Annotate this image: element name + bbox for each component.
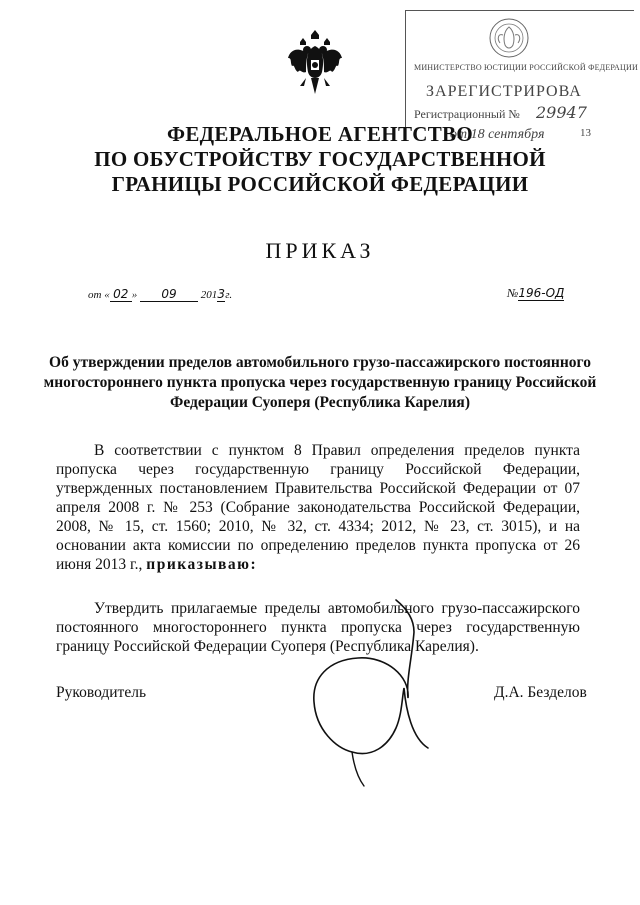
date-day: 02	[110, 287, 132, 302]
stamp-ministry: МИНИСТЕРСТВО ЮСТИЦИИ РОССИЙСКОЙ ФЕДЕРАЦИИ	[414, 63, 638, 72]
stamp-regyear: 13	[580, 127, 591, 139]
document-title: ПРИКАЗ	[265, 238, 375, 263]
agency-line-1: ФЕДЕРАЛЬНОЕ АГЕНТСТВО	[167, 122, 473, 146]
stamp-regno-label: Регистрационный №	[414, 107, 520, 121]
signatory-title: Руководитель	[56, 684, 147, 701]
date-prefix: от «	[88, 289, 110, 301]
signature-icon	[288, 598, 448, 788]
order-date	[88, 287, 232, 302]
seal-icon	[488, 17, 530, 61]
number-value: 196-ОД	[518, 286, 565, 300]
stamp-regno-value: 29947	[536, 103, 587, 122]
preamble-text: В соответствии с пунктом 8 Правил определения пределов пункта пропуска через государственную границу Российской Федерации, утвержденных постановлением Правительства Российской Федерации от 07 апреля 2008 г. № 253 (Собрание законодательства Российской Федерации, 2008, № 15, ст. 1560; 2010, № 32, ст. 4334; 2012, № 23, ст. 3015), и на основании акта комиссии по определению пределов пункта пропуска от 26 июня 2013 г.,	[56, 442, 580, 573]
stamp-registered-text: ЗАРЕГИСТРИРОВА	[426, 83, 582, 100]
date-month: 09	[140, 287, 198, 302]
preamble-paragraph	[56, 441, 580, 574]
registration-stamp	[405, 10, 638, 142]
coat-of-arms-icon	[284, 28, 346, 102]
agency-line-2: ПО ОБУСТРОЙСТВУ ГОСУДАРСТВЕННОЙ	[94, 147, 546, 171]
stamp-regdate: от 18 сентября	[450, 127, 545, 142]
date-year-prefix: 201	[200, 289, 218, 301]
order-word: приказываю:	[146, 556, 258, 573]
agency-line-3: ГРАНИЦЫ РОССИЙСКОЙ ФЕДЕРАЦИИ	[111, 172, 529, 196]
date-mid: »	[131, 289, 138, 301]
date-suffix: г.	[225, 289, 233, 301]
date-year-digit: 3	[217, 287, 226, 301]
order-subject: Об утверждении пределов автомобильного грузо-пассажирского постоянного многостороннего пункта пропуска через государственную границу Российской Федерации Суоперя (Республика Карелия)	[43, 354, 597, 411]
signatory-name: Д.А. Безделов	[494, 684, 587, 701]
agency-name	[0, 122, 640, 197]
number-prefix: №	[507, 286, 519, 300]
operative-paragraph: Утвердить прилагаемые пределы автомобильного грузо-пассажирского постоянного многостороннего пункта пропуска через государственную границу Российской Федерации Суоперя (Республика Карелия).	[56, 600, 580, 655]
order-number	[507, 286, 564, 301]
